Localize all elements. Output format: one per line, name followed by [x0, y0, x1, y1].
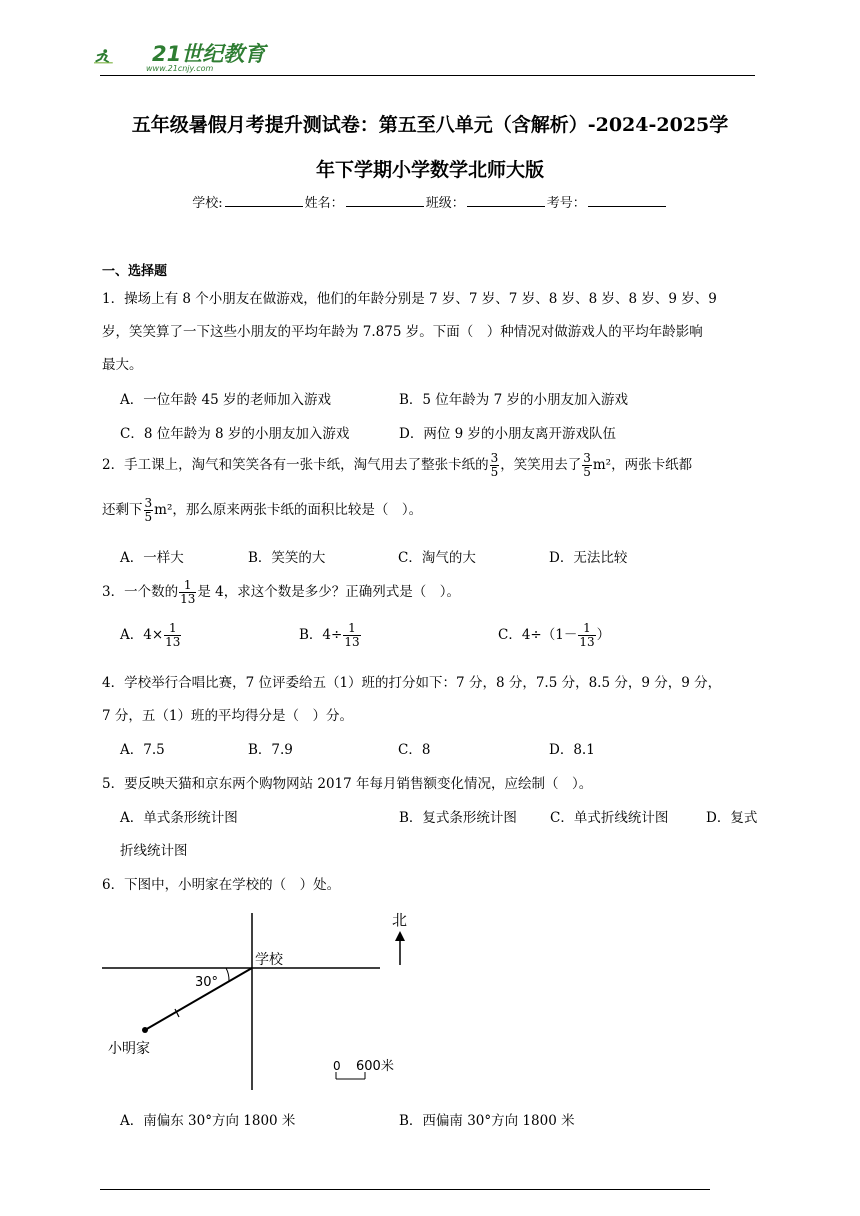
home-label: 小明家 [108, 1041, 150, 1057]
fraction: $\frac{1}{13}$ [344, 621, 360, 649]
fraction: $\frac{1}{13}$ [165, 621, 181, 649]
q4-line2: 7 分，五（1）班的平均得分是（ ）分。 [102, 708, 353, 724]
q1-line1: 1．操场上有 8 个小朋友在做游戏，他们的年龄分别是 7 岁、7 岁、7 岁、8 岁、8 岁、8 岁、9 岁、9 [102, 291, 717, 307]
q2-option-a[interactable]: A．一样大 [120, 550, 184, 566]
page-title-line2: 年下学期小学数学北师大版 [315, 159, 544, 181]
exam-no-blank [588, 194, 666, 207]
q1-line2: 岁，笑笑算了一下这些小朋友的平均年龄为 7.875 岁。下面（ ）种情况对做游戏人的平均年龄影响 [102, 324, 703, 340]
home-point-icon [142, 1027, 148, 1033]
q6-option-b[interactable]: B．西偏南 30°方向 1800 米 [399, 1113, 575, 1129]
scale-zero: 0 [333, 1059, 341, 1073]
q3-text-2: 是 4，求这个数是多少？正确列式是（ ）。 [197, 584, 461, 600]
q1-option-b[interactable]: B．5 位年龄为 7 岁的小朋友加入游戏 [399, 392, 628, 408]
q2-text-2: ，笑笑用去了 [500, 457, 582, 473]
class-label: 班级： [425, 196, 465, 211]
q2-line2 [102, 497, 422, 524]
q5-option-c[interactable]: C．单式折线统计图 [550, 810, 669, 826]
fraction: $\frac{1}{13}$ [180, 578, 196, 606]
section-heading: 一、选择题 [102, 264, 168, 279]
q4-line1: 4．学校举行合唱比赛，7 位评委给五（1）班的打分如下：7 分，8 分，7.5 分，8.5 分，9 分，9 分， [102, 675, 722, 691]
q2-text-5: m²，那么原来两张卡纸的面积比较是（ ）。 [154, 502, 423, 518]
logo-runner-icon [94, 36, 154, 76]
angle-label: 30° [195, 975, 219, 990]
q1-option-a[interactable]: A．一位年龄 45 岁的老师加入游戏 [120, 392, 332, 408]
q1-option-c[interactable]: C．8 位年龄为 8 岁的小朋友加入游戏 [120, 426, 350, 442]
q5-option-a[interactable]: A．单式条形统计图 [120, 810, 238, 826]
school-label: 学校: [192, 196, 223, 211]
page-title-line1: 五年级暑假月考提升测试卷：第五至八单元（含解析）-2024-2025学 [131, 114, 729, 136]
q5-option-d-cont: 折线统计图 [120, 843, 188, 859]
q1-line3: 最大。 [102, 357, 143, 373]
name-blank [346, 194, 424, 207]
q2-option-b[interactable]: B．笑笑的大 [248, 550, 326, 566]
logo-url: www.21cnjy.com [146, 64, 214, 73]
q2-text-4: 还剩下 [102, 502, 143, 518]
q2-text-1: 2．手工课上，淘气和笑笑各有一张卡纸，淘气用去了整张卡纸的 [102, 457, 489, 473]
direction-diagram [100, 905, 420, 1095]
q1-option-d[interactable]: D．两位 9 岁的小朋友离开游戏队伍 [399, 426, 616, 442]
q2-option-d[interactable]: D．无法比较 [549, 550, 628, 566]
q5-option-d[interactable]: D．复式 [706, 810, 758, 826]
header-rule [100, 75, 755, 76]
q6-option-a[interactable]: A．南偏东 30°方向 1800 米 [120, 1113, 296, 1129]
student-info-line [100, 192, 760, 211]
fraction: $\frac{1}{13}$ [579, 621, 595, 649]
fraction: $\frac{3}{5}$ [144, 496, 153, 524]
q3-text-1: 3．一个数的 [102, 584, 179, 600]
q4-option-c[interactable]: C．8 [398, 742, 431, 758]
q4-option-a[interactable]: A．7.5 [120, 742, 165, 758]
fraction: $\frac{3}{5}$ [490, 451, 499, 479]
q3-line1 [102, 579, 460, 606]
q2-option-c[interactable]: C．淘气的大 [398, 550, 476, 566]
exam-no-label: 考号： [546, 196, 586, 211]
q5-line1: 5．要反映天猫和京东两个购物网站 2017 年每月销售额变化情况，应绘制（ ）。 [102, 776, 593, 792]
q4-option-d[interactable]: D．8.1 [549, 742, 595, 758]
q5-option-b[interactable]: B．复式条形统计图 [399, 810, 517, 826]
q3-option-b[interactable]: B．4÷ $\frac{1}{13}$ [299, 621, 360, 649]
fraction: $\frac{3}{5}$ [583, 451, 591, 479]
scale-length: 600米 [356, 1059, 394, 1074]
q3-option-a[interactable]: A．4× $\frac{1}{13}$ [120, 621, 181, 649]
class-blank [467, 194, 545, 207]
school-blank [225, 194, 303, 207]
name-label: 姓名： [304, 196, 344, 211]
q3-option-c[interactable]: C．4÷（1－ $\frac{1}{13}$ ） [498, 621, 611, 649]
q2-text-3: m²，两张卡纸都 [592, 457, 693, 473]
logo-text: 21世纪教育 [152, 42, 266, 66]
footer-rule [100, 1189, 710, 1190]
north-label: 北 [392, 911, 408, 929]
q2-line1 [102, 452, 692, 479]
school-label: 学校 [255, 952, 283, 968]
q4-option-b[interactable]: B．7.9 [248, 742, 293, 758]
q6-line1: 6．下图中，小明家在学校的（ ）处。 [102, 877, 341, 893]
